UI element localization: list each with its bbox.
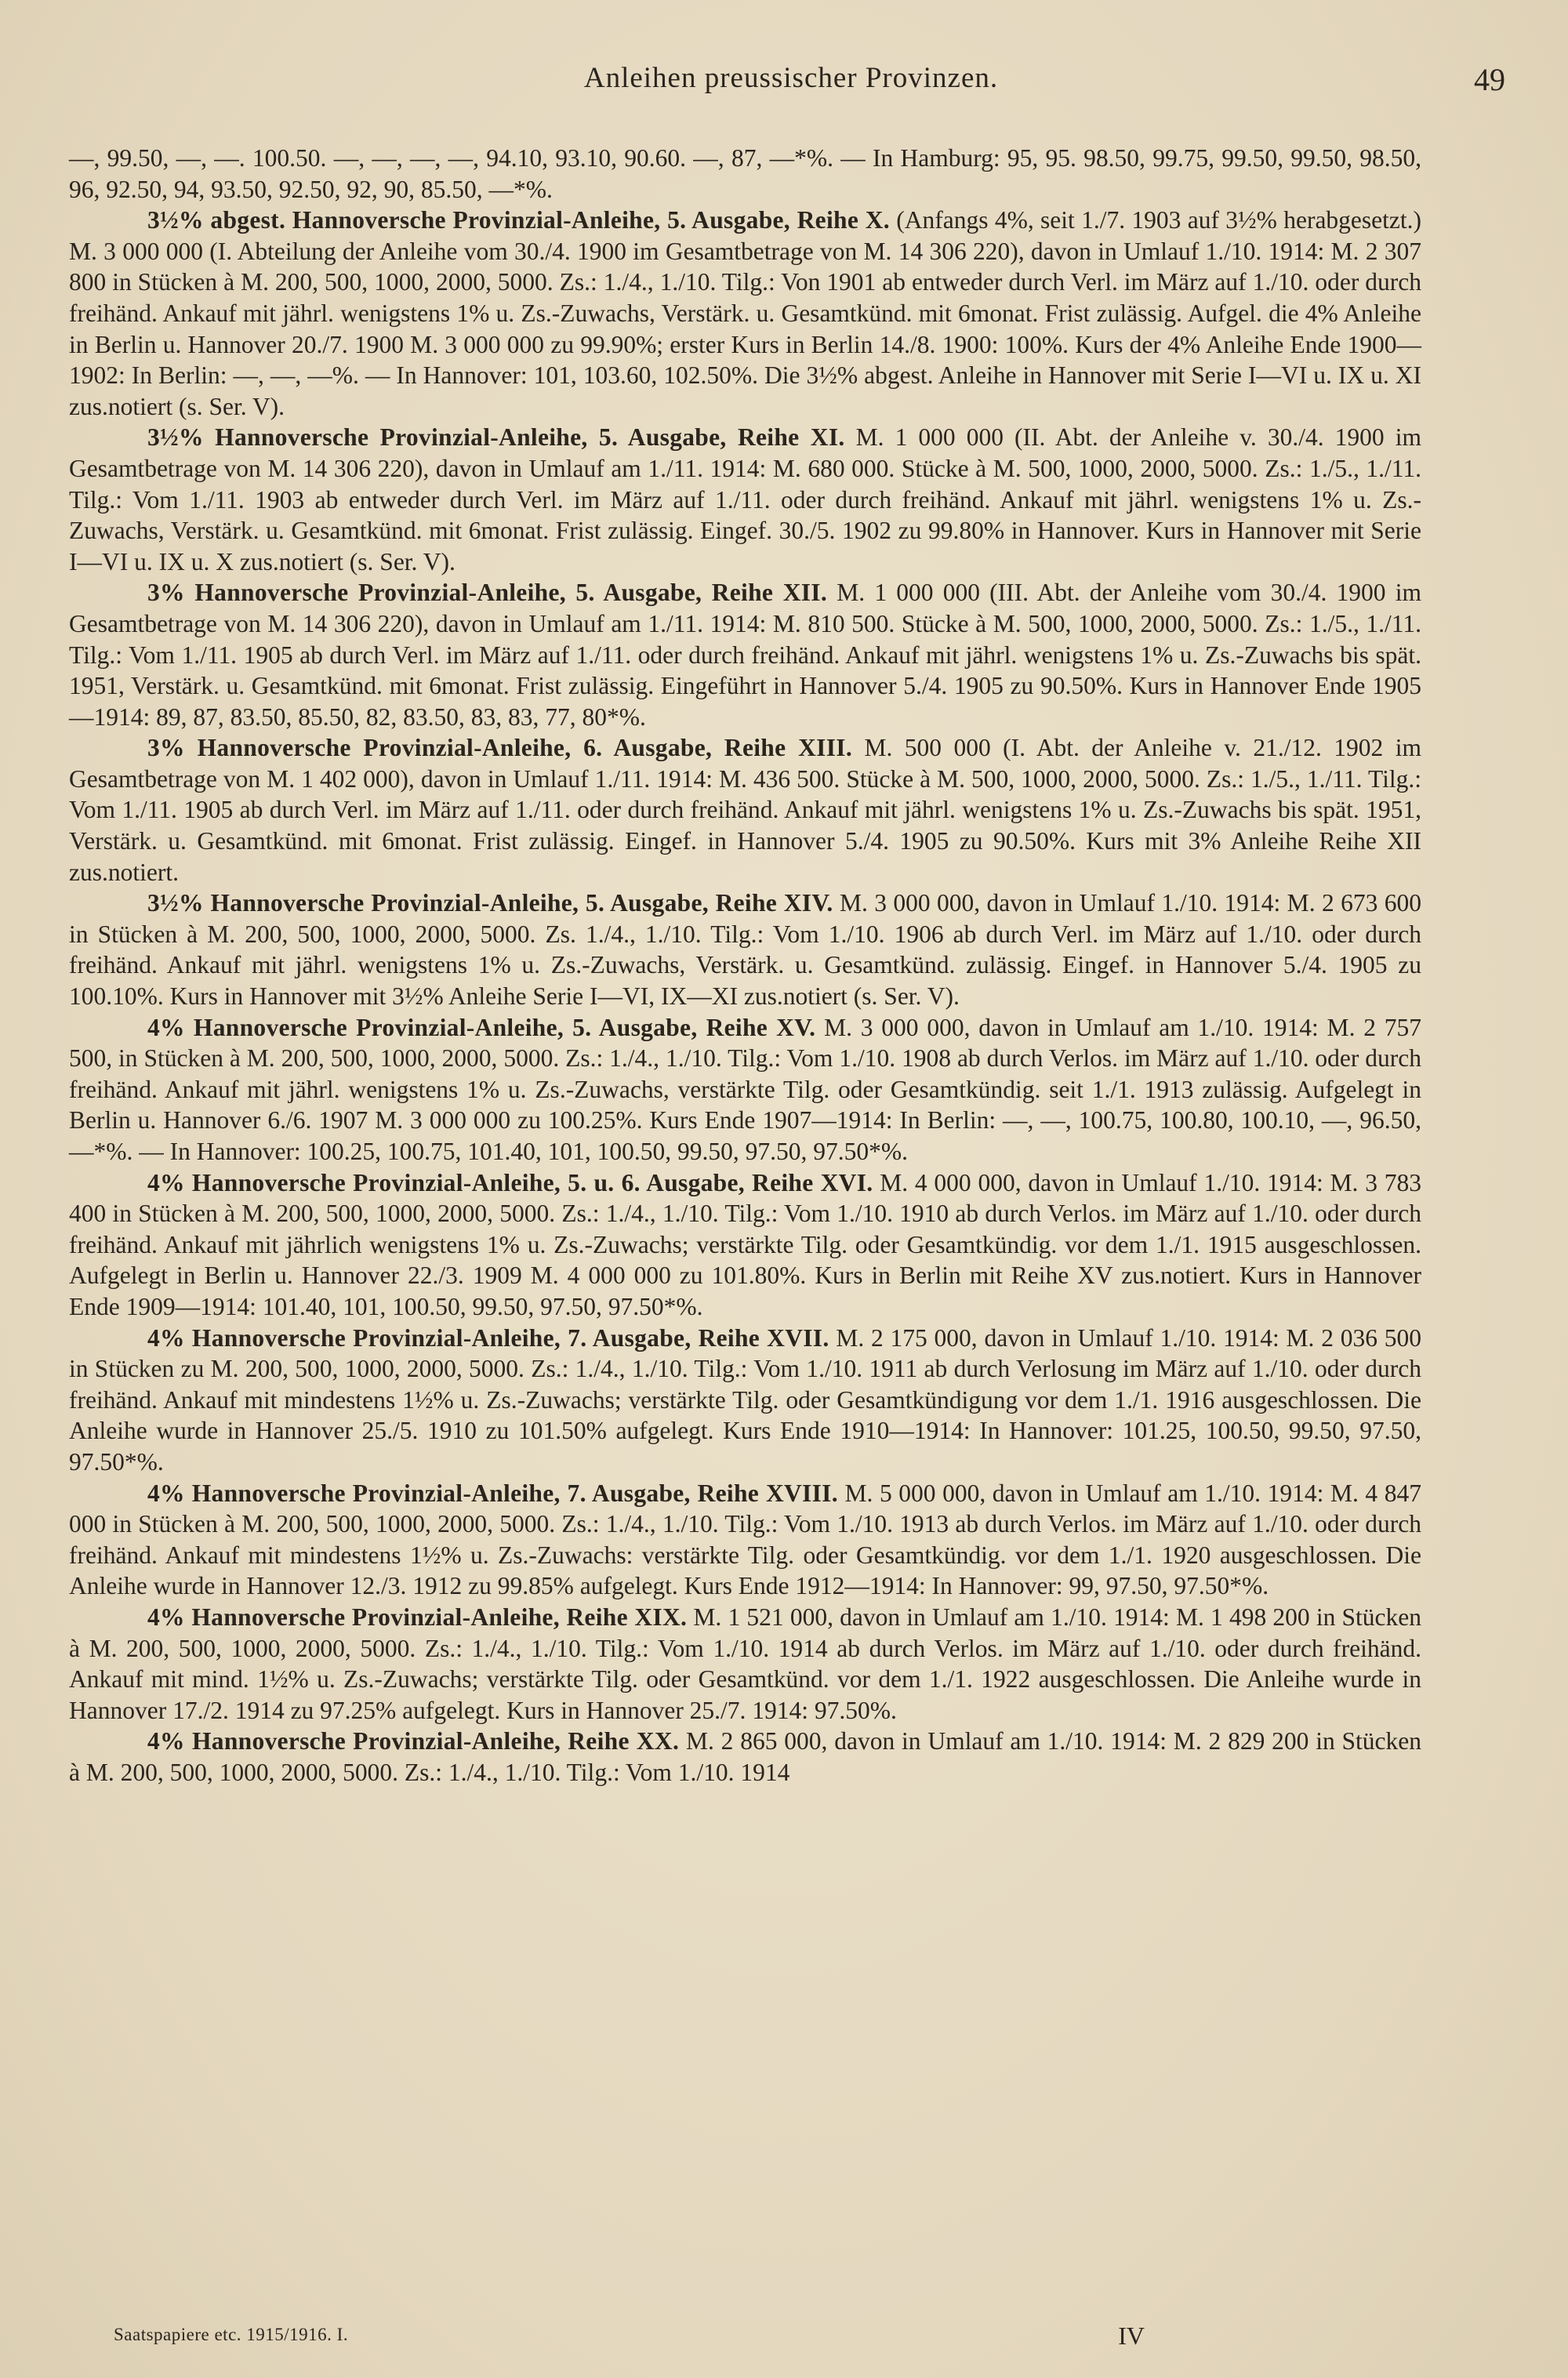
loan-entry-heading: 3% Hannoversche Provinzial-Anleihe, 5. Ausgabe, Reihe XII. [147,579,828,607]
loan-entry-heading: 3½% abgest. Hannoversche Provinzial-Anleihe, 5. Ausgabe, Reihe X. [147,206,890,234]
loan-entry [69,732,1421,888]
loan-entry-text: M. 3 000 000, davon in Umlauf am 1./10. 1914: M. 2 757 500, in Stücken à M. 200, 500, 1000, 2000, 5000. Zs.: 1./4., 1./10. Tilg.: Vom 1./10. 1908 ab durch Verlos. im März auf 1./10. oder durch freihänd. Ankauf mit jährl. wenigstens 1% u. Zs.-Zuwachs, verstärkte Tilg. oder Gesamtkündig. seit 1./1. 1913 zulässig. Aufgelegt in Berlin u. Hannover 6./6. 1907 M. 3 000 000 zu 100.25%. Kurs Ende 1907—1914: In Berlin: —, —, 100.75, 100.80, 100.10, —, 96.50, —*%. — In Hannover: 100.25, 100.75, 101.40, 101, 100.50, 99.50, 97.50, 97.50*%. [69,1013,1421,1165]
signature-mark: IV [1118,2322,1145,2350]
loan-entry-heading: 3% Hannoversche Provinzial-Anleihe, 6. Ausgabe, Reihe XIII. [147,734,853,762]
loan-entry [69,205,1421,422]
loan-entry-text: M. 1 000 000 (II. Abt. der Anleihe v. 30./4. 1900 im Gesamtbetrage von M. 14 306 220), davon in Umlauf am 1./11. 1914: M. 680 000. Stücke à M. 500, 1000, 2000, 5000. Zs.: 1./5., 1./11. Tilg.: Vom 1./11. 1903 ab entweder durch Verl. im März auf 1./11. oder durch freihänd. Ankauf mit jährl. wenigstens 1% u. Zs.-Zuwachs, Verstärk. u. Gesamtkünd. mit 6monat. Frist zulässig. Eingef. 30./5. 1902 zu 99.80% in Hannover. Kurs in Hannover mit Serie I—VI u. IX u. X zus.notiert (s. Ser. V). [69,423,1421,575]
loan-entry-heading: 4% Hannoversche Provinzial-Anleihe, Reihe XIX. [147,1603,688,1631]
paragraph-text: —, 99.50, —, —. 100.50. —, —, —, —, 94.10, 93.10, 90.60. —, 87, —*%. — In Hamburg: 95, 95. 98.50, 99.75, 99.50, 99.50, 98.50, 96, 92.50, 94, 93.50, 92.50, 92, 90, 85.50, —*%. [69,144,1421,203]
loan-entry-text: M. 4 000 000, davon in Umlauf 1./10. 1914: M. 3 783 400 in Stücken à M. 200, 500, 1000, 2000, 5000. Zs.: 1./4., 1./10. Tilg.: Vom 1./10. 1910 ab durch Verlos. im März auf 1./10. oder durch freihänd. Ankauf mit jährlich wenigstens 1% u. Zs.-Zuwachs; verstärkte Tilg. oder Gesamtkündig. vor dem 1./1. 1915 ausgeschlossen. Aufgelegt in Berlin u. Hannover 22./3. 1909 M. 4 000 000 zu 101.80%. Kurs in Berlin mit Reihe XV zus.notiert. Kurs in Hannover Ende 1909—1914: 101.40, 101, 100.50, 99.50, 97.50, 97.50*%. [69,1168,1421,1320]
loan-entry [69,1478,1421,1602]
footer-imprint: Saatspapiere etc. 1915/1916. I. [114,2325,349,2344]
page-footer [114,2322,1427,2360]
loan-entry [69,1726,1421,1788]
loan-entry [69,577,1421,732]
loan-entry-heading: 3½% Hannoversche Provinzial-Anleihe, 5. Ausgabe, Reihe XIV. [147,889,833,917]
loan-entry-heading: 4% Hannoversche Provinzial-Anleihe, 7. Ausgabe, Reihe XVIII. [147,1479,838,1507]
loan-entry-text: M. 2 865 000, davon in Umlauf am 1./10. 1914: M. 2 829 200 in Stücken à M. 200, 500, 1000, 2000, 5000. Zs.: 1./4., 1./10. Tilg.: Vom 1./10. 1914 [69,1727,1421,1786]
loan-entry-text: M. 500 000 (I. Abt. der Anleihe v. 21./12. 1902 im Gesamtbetrage von M. 1 402 000), davon in Umlauf 1./11. 1914: M. 436 500. Stücke à M. 500, 1000, 2000, 5000. Zs.: 1./5., 1./11. Tilg.: Vom 1./11. 1905 ab durch Verl. im März auf 1./11. oder durch freihänd. Ankauf mit jährl. wenigstens 1% u. Zs.-Zuwachs bis spät. 1951, Verstärk. u. Gesamtkünd. mit 6monat. Frist zulässig. Eingef. in Hannover 5./4. 1905 zu 90.50%. Kurs mit 3% Anleihe Reihe XII zus.notiert. [69,734,1421,886]
page-header [69,61,1513,108]
loan-entry-heading: 3½% Hannoversche Provinzial-Anleihe, 5. Ausgabe, Reihe XI. [147,423,845,452]
loan-entry [69,1323,1421,1478]
loan-entry-text: M. 1 000 000 (III. Abt. der Anleihe vom 30./4. 1900 im Gesamtbetrage von M. 14 306 220), davon in Umlauf am 1./11. 1914: M. 810 500. Stücke à M. 500, 1000, 2000, 5000. Zs.: 1./5., 1./11. Tilg.: Vom 1./11. 1905 ab durch Verl. im März auf 1./11. oder durch freihänd. Ankauf mit jährl. wenigstens 1% u. Zs.-Zuwachs bis spät. 1951, Verstärk. u. Gesamtkünd. mit 6monat. Frist zulässig. Eingeführt in Hannover 5./4. 1905 zu 90.50%. Kurs in Hannover Ende 1905—1914: 89, 87, 83.50, 85.50, 82, 83.50, 83, 83, 77, 80*%. [69,579,1421,731]
page-number: 49 [1474,62,1505,97]
loan-entry-text: M. 1 521 000, davon in Umlauf am 1./10. 1914: M. 1 498 200 in Stücken à M. 200, 500, 1000, 2000, 5000. Zs.: 1./4., 1./10. Tilg.: Vom 1./10. 1914 ab durch Verlos. im März auf 1./10. oder durch freihänd. Ankauf mit mind. 1½% u. Zs.-Zuwachs; verstärkte Tilg. oder Gesamtkünd. vor dem 1./1. 1922 ausgeschlossen. Die Anleihe wurde in Hannover 17./2. 1914 zu 97.25% aufgelegt. Kurs in Hannover 25./7. 1914: 97.50%. [69,1603,1421,1724]
paragraph-continuation [69,143,1421,205]
loan-entry-heading: 4% Hannoversche Provinzial-Anleihe, 5. Ausgabe, Reihe XV. [147,1013,816,1041]
loan-entry-heading: 4% Hannoversche Provinzial-Anleihe, 5. u. 6. Ausgabe, Reihe XVI. [147,1168,873,1196]
loan-entry-heading: 4% Hannoversche Provinzial-Anleihe, 7. Ausgabe, Reihe XVII. [147,1323,829,1352]
body-text [69,143,1421,1788]
running-head: Anleihen preussischer Provinzen. [583,62,999,94]
loan-entry [69,1167,1421,1323]
loan-entry [69,1012,1421,1167]
loan-entry-heading: 4% Hannoversche Provinzial-Anleihe, Reihe XX. [147,1727,680,1755]
loan-entry-text: M. 2 175 000, davon in Umlauf 1./10. 1914: M. 2 036 500 in Stücken zu M. 200, 500, 1000, 2000, 5000. Zs.: 1./4., 1./10. Tilg.: Vom 1./10. 1911 ab durch Verlosung im März auf 1./10. oder durch freihänd. Ankauf mit mindestens 1½% u. Zs.-Zuwachs; verstärkte Tilg. oder Gesamtkündigung vor dem 1./1. 1916 ausgeschlossen. Die Anleihe wurde in Hannover 25./5. 1910 zu 101.50% aufgelegt. Kurs Ende 1910—1914: In Hannover: 101.25, 100.50, 99.50, 97.50, 97.50*%. [69,1323,1422,1476]
loan-entry-text: M. 3 000 000, davon in Umlauf 1./10. 1914: M. 2 673 600 in Stücken à M. 200, 500, 1000, 2000, 5000. Zs. 1./4., 1./10. Tilg.: Vom 1./10. 1906 ab durch Verl. im März auf 1./10. oder durch freihänd. Ankauf mit jährl. wenigstens 1% u. Zs.-Zuwachs, Verstärk. u. Gesamtkünd. zulässig. Eingef. in Hannover 5./4. 1905 zu 100.10%. Kurs in Hannover mit 3½% Anleihe Serie I—VI, IX—XI zus.notiert (s. Ser. V). [69,889,1421,1011]
loan-entry [69,422,1421,577]
loan-entry-text: M. 5 000 000, davon in Umlauf am 1./10. 1914: M. 4 847 000 in Stücken à M. 200, 500, 1000, 2000, 5000. Zs.: 1./4., 1./10. Tilg.: Vom 1./10. 1913 ab durch Verlos. im März auf 1./10. oder durch freihänd. Ankauf mit mindestens 1½% u. Zs.-Zuwachs: verstärkte Tilg. oder Gesamtkündig. vor dem 1./1. 1920 ausgeschlossen. Die Anleihe wurde in Hannover 12./3. 1912 zu 99.85% aufgelegt. Kurs Ende 1912—1914: In Hannover: 99, 97.50, 97.50*%. [69,1479,1421,1600]
loan-entry [69,1602,1421,1726]
loan-entry-text: (Anfangs 4%, seit 1./7. 1903 auf 3½% herabgesetzt.) M. 3 000 000 (I. Abteilung der Anleihe vom 30./4. 1900 im Gesamtbetrage von M. 14 306 220), davon in Umlauf 1./10. 1914: M. 2 307 800 in Stücken à M. 200, 500, 1000, 2000, 5000. Zs.: 1./4., 1./10. Tilg.: Von 1901 ab entweder durch Verl. im März auf 1./10. oder durch freihänd. Ankauf mit jährl. wenigstens 1% u. Zs.-Zuwachs, Verstärk. u. Gesamtkünd. mit 6monat. Frist zulässig. Aufgel. die 4% Anleihe in Berlin u. Hannover 20./7. 1900 M. 3 000 000 zu 99.90%; erster Kurs in Berlin 14./8. 1900: 100%. Kurs der 4% Anleihe Ende 1900—1902: In Berlin: —, —, —%. — In Hannover: 101, 103.60, 102.50%. Die 3½% abgest. Anleihe in Hannover mit Serie I—VI u. IX u. XI zus.notiert (s. Ser. V). [69,206,1422,420]
loan-entry [69,888,1421,1011]
